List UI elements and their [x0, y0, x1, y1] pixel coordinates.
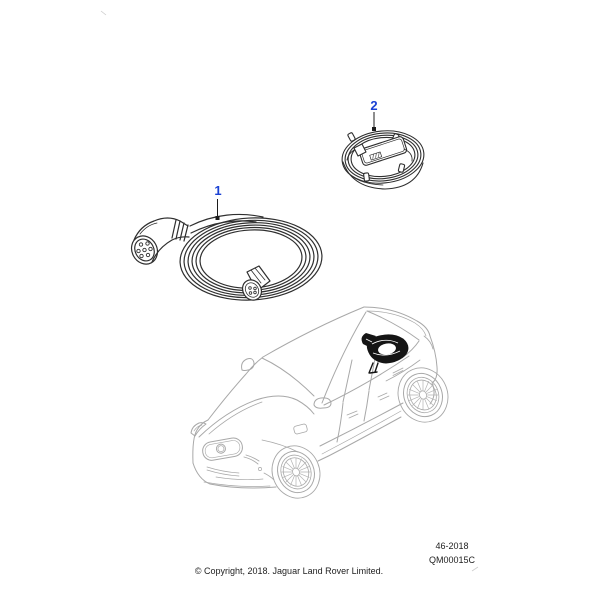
copyright-notice: © Copyright, 2018. Jaguar Land Rover Limited. [194, 566, 384, 576]
front-wheel [271, 446, 320, 498]
stowed-cable-location-marker [362, 333, 408, 373]
charging-cable-illustration [127, 214, 324, 303]
vehicle-illustration [191, 307, 456, 505]
leader-line-1 [216, 199, 220, 220]
callout-number-2: 2 [370, 98, 378, 113]
coiled-cable-illustration [340, 127, 427, 189]
drawing-code: QM00015C [428, 555, 476, 565]
drawing-reference-block [429, 539, 475, 567]
leader-line-2 [372, 112, 376, 131]
callout-number-1: 1 [214, 183, 222, 198]
section-code: 46-2018 [435, 541, 469, 551]
artifact-mark [101, 11, 478, 571]
rear-wheel [397, 367, 449, 422]
